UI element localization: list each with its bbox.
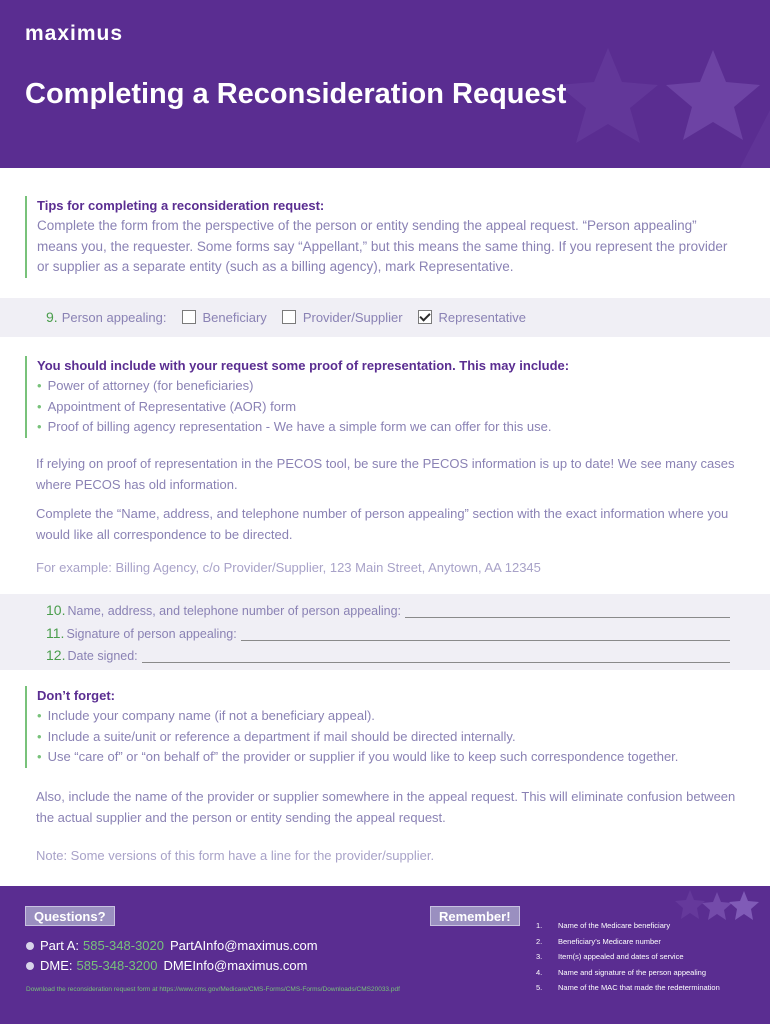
list-item: • Include a suite/unit or reference a department if mail should be directed internally. [37, 728, 516, 744]
contact-dme: DME: 585-348-3200 DMEInfo@maximus.com [26, 958, 307, 973]
checkbox-representative[interactable] [418, 310, 432, 324]
signature-fields [0, 594, 770, 670]
checkbox-provider-supplier[interactable] [282, 310, 296, 324]
bullet-icon [26, 942, 34, 950]
email-link[interactable]: PartAInfo@maximus.com [170, 938, 318, 953]
phone-link[interactable]: 585-348-3020 [83, 938, 164, 953]
questions-label: Questions? [25, 906, 115, 926]
field-name-address[interactable]: 10. Name, address, and telephone number of person appealing: [46, 602, 730, 618]
pecos-paragraph: If relying on proof of representation in the PECOS tool, be sure the PECOS information is up to date! We see many cases where PECOS has old information. [36, 456, 735, 492]
option-provider-supplier[interactable] [282, 310, 403, 325]
email-link[interactable]: DMEInfo@maximus.com [163, 958, 308, 973]
list-item: 4. Name and signature of the person appealing [536, 967, 707, 977]
note-paragraph: Note: Some versions of this form have a line for the provider/supplier. [36, 848, 435, 863]
remember-label: Remember! [430, 906, 520, 926]
person-appealing-field [0, 298, 770, 337]
option-beneficiary[interactable] [182, 310, 267, 325]
field-date-signed[interactable]: 12. Date signed: [46, 647, 730, 663]
tips-section [25, 196, 740, 278]
option-label: Representative [438, 309, 526, 325]
checkbox-beneficiary[interactable] [182, 310, 196, 324]
list-item: • Include your company name (if not a beneficiary appeal). [37, 708, 375, 723]
list-item: • Appointment of Representative (AOR) form [37, 398, 297, 414]
remember-list [536, 921, 720, 999]
header-banner [0, 0, 770, 168]
phone-link[interactable]: 585-348-3200 [76, 958, 158, 973]
contact-part-a: Part A: 585-348-3020 PartAInfo@maximus.com [26, 938, 318, 953]
list-item: 2. Beneficiary’s Medicare number [536, 936, 661, 946]
list-item: 3. Item(s) appealed and dates of service [536, 952, 684, 961]
page-title: Completing a Reconsideration Request [25, 78, 567, 110]
proof-heading: You should include with your request some proof of representation. This may include: [37, 358, 570, 373]
tips-heading: Tips for completing a reconsideration request: [37, 198, 325, 213]
list-item: • Proof of billing agency representation - We have a simple form we can offer for this use. [37, 419, 552, 434]
complete-paragraph: Complete the “Name, address, and telephone number of person appealing” section with the exact information where you would like all correspondence to be directed. [36, 506, 729, 542]
also-paragraph: Also, include the name of the provider or supplier somewhere in the appeal request. This will eliminate confusion between the actual supplier and the person or entity sending the appeal request. [36, 789, 736, 825]
field-label: Person appealing: [61, 309, 167, 325]
option-label: Beneficiary [202, 309, 267, 325]
dont-forget-section [25, 686, 740, 768]
field-signature[interactable]: 11. Signature of person appealing: [46, 625, 730, 641]
field-number: 9. [46, 309, 58, 325]
list-item: 5. Name of the MAC that made the redetermination [536, 983, 720, 992]
list-item: • Use “care of” or “on behalf of” the provider or supplier if you would like to keep such correspondence together. [37, 749, 679, 764]
list-item: • Power of attorney (for beneficiaries) [37, 378, 254, 393]
tips-body: Complete the form from the perspective of the person or entity sending the appeal request. “Person appealing” means you, the requester. Some forms say “Appellant,” but this means the same thing. If you represent the provider or supplier as a separate entity (such as a billing agency), mark Representative. [37, 218, 728, 274]
maximus-logo: maximus [25, 22, 124, 45]
proof-section [25, 356, 740, 438]
example-paragraph: For example: Billing Agency, c/o Provider/Supplier, 123 Main Street, Anytown, AA 12345 [36, 560, 541, 575]
list-item: 1. Name of the Medicare beneficiary [536, 921, 671, 930]
dont-forget-heading: Don’t forget: [37, 688, 115, 703]
option-representative[interactable] [418, 310, 526, 325]
footer-banner [0, 886, 770, 1024]
option-label: Provider/Supplier [302, 309, 403, 325]
bullet-icon [26, 962, 34, 970]
download-link[interactable]: Download the reconsideration request form at https://www.cms.gov/Medicare/CMS-Forms/CMS-Forms/Downloads/CMS20033.pdf [26, 986, 400, 993]
